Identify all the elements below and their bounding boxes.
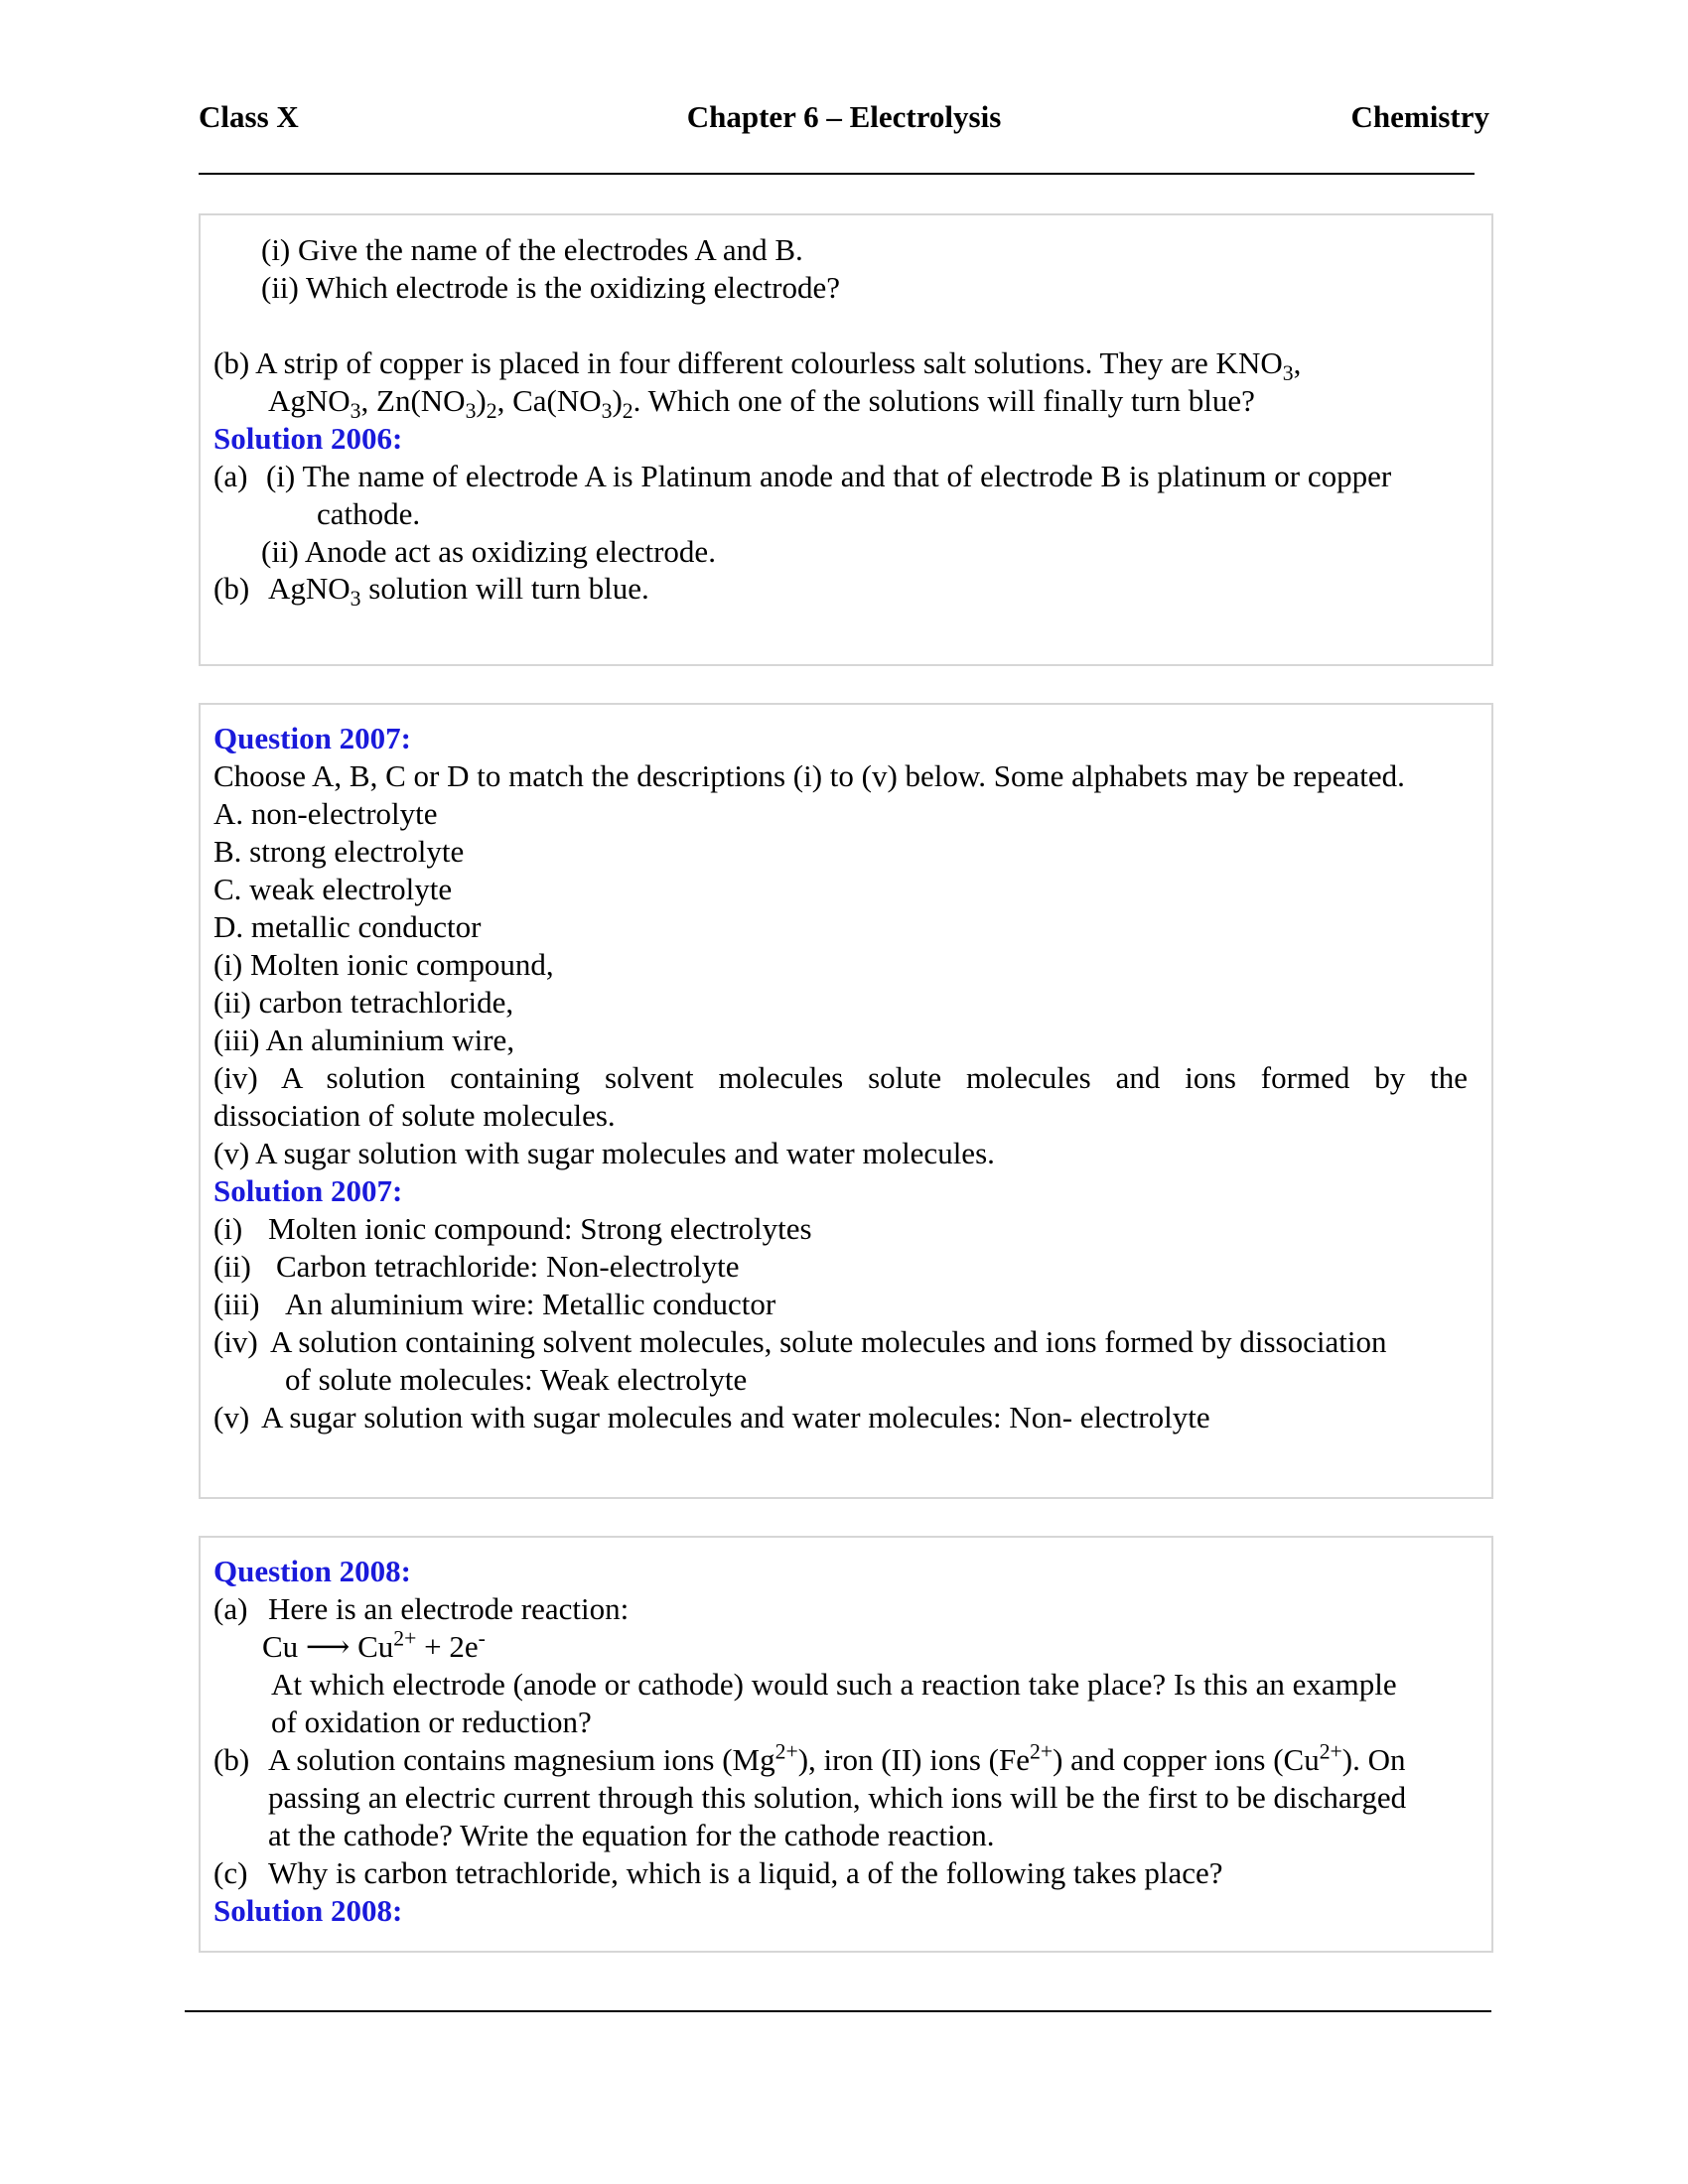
item-iv-line1: (iv) A solution containing solvent molecules solute molecules and ions formed by the [213,1060,1468,1095]
sol-2006-a-ii: (ii) Anode act as oxidizing electrode. [261,534,716,569]
question-2008-box [199,1536,1493,1953]
solution-2006-title: Solution 2006: [213,421,403,456]
sol-2006-a-label: (a) [213,459,248,493]
sol-2007-i-label: (i) [213,1211,243,1246]
item-ii: (ii) carbon tetrachloride, [213,985,514,1020]
option-a: A. non-electrolyte [213,796,438,831]
sol-2006-a-i: (i) The name of electrode A is Platinum anode and that of electrode B is platinum or copper [266,459,1392,493]
sol-2007-iii: An aluminium wire: Metallic conductor [285,1287,776,1321]
header-subject: Chemistry [1350,99,1489,134]
item-i: (i) Molten ionic compound, [213,947,554,982]
header-rule [199,173,1475,175]
question-2008-title: Question 2008: [213,1554,411,1588]
q-2008-b-label: (b) [213,1742,250,1777]
item-v: (v) A sugar solution with sugar molecules and water molecules. [213,1136,995,1170]
question-2006-box [199,213,1493,666]
q-2008-b-line1: A solution contains magnesium ions $(Mg^{2+})$, iron (II) ions $(Fe^{2+})$ and copper ions $(Cu^{2+})$. On [268,1739,1406,1777]
item-iv-line2: dissociation of solute molecules. [213,1098,616,1133]
sol-2007-iv: A solution containing solvent molecules, solute molecules and ions formed by dissociation [270,1324,1387,1359]
page-header [199,99,1489,143]
sol-2007-i: Molten ionic compound: Strong electrolytes [268,1211,812,1246]
sol-2007-ii-label: (ii) [213,1249,251,1284]
sol-2007-v-label: (v) [213,1400,250,1434]
q-2008-a-label: (a) [213,1591,248,1626]
sol-2006-b-label: (b) [213,571,250,606]
footer-rule [185,2010,1491,2012]
option-b: B. strong electrolyte [213,834,465,869]
solution-2007-title: Solution 2007: [213,1173,403,1208]
sol-2007-v: A sugar solution with sugar molecules and water molecules: Non- electrolyte [261,1400,1210,1434]
q-2008-a-q2: of oxidation or reduction? [271,1705,592,1739]
q-2008-c-label: (c) [213,1855,248,1890]
sol-2007-iii-label: (iii) [213,1287,260,1321]
solution-2008-title: Solution 2008: [213,1893,403,1928]
sol-2007-iv-cont: of solute molecules: Weak electrolyte [285,1362,748,1397]
q-2006-a-ii: (ii) Which electrode is the oxidizing electrode? [261,270,841,305]
option-c: C. weak electrolyte [213,872,453,906]
q-2008-b-line3: at the cathode? Write the equation for the cathode reaction. [268,1818,995,1852]
q-2008-b-line2: passing an electric current through this solution, which ions will be the first to be discharged [268,1780,1407,1815]
q-2008-a-q1: At which electrode (anode or cathode) would such a reaction take place? Is this an example [271,1667,1397,1702]
sol-2007-iv-label: (iv) [213,1324,258,1359]
sol-2006-b-text: AgNO$_3$ solution will turn blue. [268,571,649,612]
q-2006-b-line1: (b) A strip of copper is placed in four different colourless salt solutions. They are $KNO_3$, [213,345,1302,386]
item-iii: (iii) An aluminium wire, [213,1023,515,1057]
option-d: D. metallic conductor [213,909,482,944]
question-2007-box [199,703,1493,1499]
q-2006-a-i: (i) Give the name of the electrodes A and B. [261,232,803,267]
q-2008-a-text: Here is an electrode reaction: [268,1591,630,1626]
q-2006-b-line2: AgNO$_3$, $Zn(NO_3)_2$, $Ca(NO_3)_2$. Which one of the solutions will finally turn blue? [268,383,1255,424]
sol-2007-ii: Carbon tetrachloride: Non-electrolyte [276,1249,740,1284]
q-2008-c-text: Why is carbon tetrachloride, which is a liquid, a of the following takes place? [268,1855,1223,1890]
q-2007-intro: Choose A, B, C or D to match the descriptions (i) to (v) below. Some alphabets may be repeated. [213,758,1405,793]
electrode-equation: Cu ⟶ $Cu^{2+} + 2e^-$ [262,1626,486,1664]
header-class: Class X [199,99,299,134]
header-chapter: Chapter 6 – Electrolysis [686,99,1002,134]
sol-2006-a-i-cont: cathode. [317,496,421,531]
question-2007-title: Question 2007: [213,721,411,755]
